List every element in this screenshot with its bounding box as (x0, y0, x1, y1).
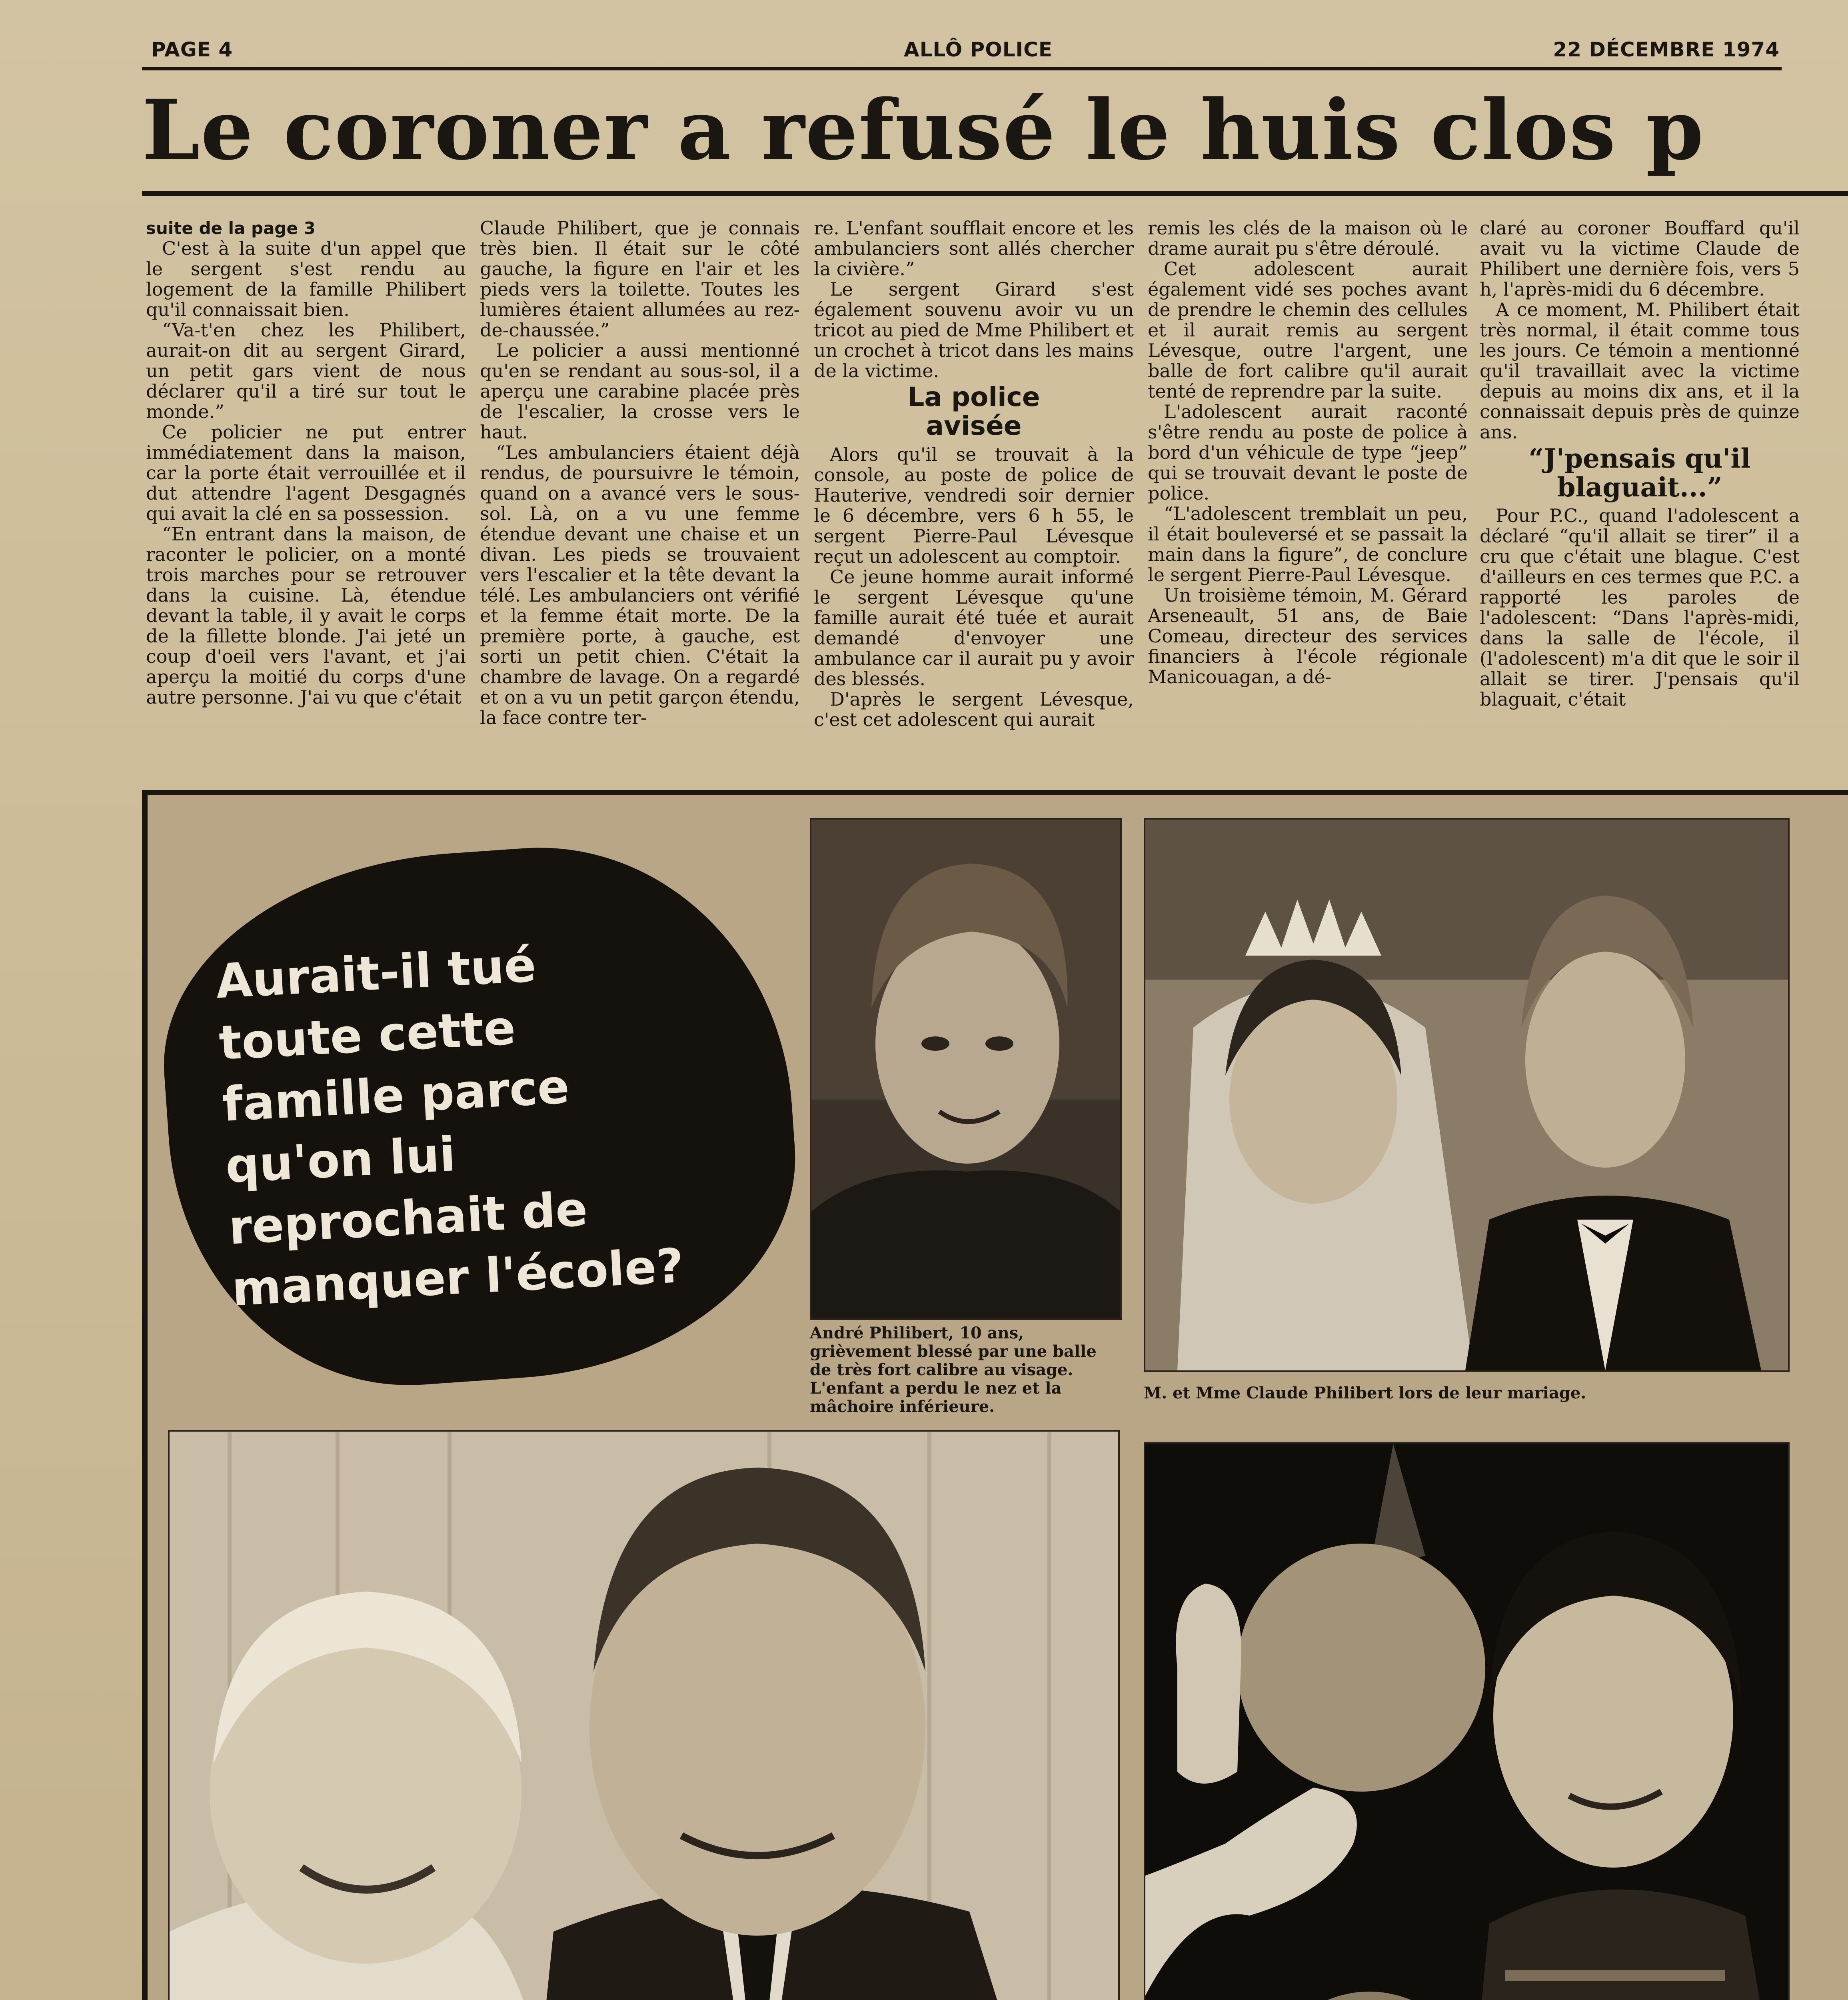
caption-wedding: M. et Mme Claude Philibert lors de leur mariage. (1144, 1384, 1586, 1402)
caption-andre: André Philibert, 10 ans, grièvement blessé par une balle de très fort calibre au visage. L'enfant a perdu le nez et la mâchoire inférieure. (810, 1324, 1097, 1416)
paragraph: Le policier a aussi mentionné qu'en se rendant au sous-sol, il a aperçu une carabine placée près de l'escalier, la crosse vers le haut. (480, 340, 800, 443)
article-column-1 (146, 218, 466, 770)
mother-image (1145, 1444, 1788, 2000)
callout-line: reprochait de (227, 1181, 589, 1255)
page-number: PAGE 4 (151, 38, 233, 61)
wedding-image (1145, 820, 1788, 1370)
publication-name: ALLÔ POLICE (904, 38, 1053, 61)
paragraph: claré au coroner Bouffard qu'il avait vu la victime Claude de Philibert une dernière fois, vers 5 h, l'après-midi du 6 décembre. (1480, 218, 1800, 300)
paragraph: A ce moment, M. Philibert était très normal, il était comme tous les jours. Ce témoin a mentionné qu'il travaillait avec la victime depuis au moins dix ans, et il la connaissait depuis près de quinze ans. (1480, 299, 1800, 443)
paragraph: “Les ambulanciers étaient déjà rendus, de poursuivre le témoin, quand on a avancé vers le sous-sol. Là, on a vu une femme étendue devant une chaise et un divan. Les pieds se trouvaient vers l'escalier et la tête devant la télé. Les ambulanciers ont vérifié et la femme était morte. De la première porte, à gauche, est sorti un petit chien. C'était la chambre de lavage. On a regardé et on a vu un petit garçon étendu, la face contre ter- (480, 442, 800, 728)
paragraph: C'est à la suite d'un appel que le sergent s'est rendu au logement de la famille Philibert qu'il connaissait bien. (146, 238, 466, 320)
photo-mother (1144, 1442, 1790, 2000)
paragraph: Cet adolescent aurait également vidé ses poches avant de prendre le chemin des cellules et il aurait remis au sergent Lévesque, outre l'argent, une balle de fort calibre qu'il aurait tenté de reprendre par la suite. (1148, 258, 1468, 402)
paragraph: D'après le sergent Lévesque, c'est cet adolescent qui aurait (814, 688, 1134, 730)
article-column-2 (480, 218, 800, 770)
boy-portrait-image (811, 820, 1120, 1318)
callout-line: famille parce (221, 1058, 571, 1132)
paragraph: Le sergent Girard s'est également souvenu avoir vu un tricot au pied de Mme Philibert et un crochet à tricot dans les mains de la victime. (814, 278, 1134, 382)
article-column-3 (814, 218, 1134, 770)
headline: Le coroner a refusé le huis clos p (142, 82, 1704, 178)
subhead-jpensais (1480, 444, 1800, 502)
subhead-line: avisée (926, 410, 1022, 441)
subhead-line: “J'pensais qu'il (1528, 443, 1751, 474)
children-image (170, 1432, 1118, 2000)
paragraph: Un troisième témoin, M. Gérard Arseneault, 51 ans, de Baie Comeau, directeur des services financiers à l'école régionale Manicouagan, a dé- (1148, 584, 1468, 688)
callout-question (214, 922, 785, 1334)
paragraph: Ce jeune homme aurait informé le sergent Lévesque qu'une famille aurait été tuée et aurait demandé d'envoyer une ambulance car il aurait pu y avoir des blessés. (814, 566, 1134, 690)
photo-children (168, 1430, 1120, 2000)
paragraph: “Va-t'en chez les Philibert, aurait-on dit au sergent Girard, un petit gars vient de nous déclarer qu'il a tiré sur tout le monde.” (146, 319, 466, 422)
paragraph: Pour P.C., quand l'adolescent a déclaré “qu'il allait se tirer” il a cru que c'était une blague. C'est d'ailleurs en ces termes que P.C. a rapporté les paroles de l'adolescent: “Dans l'après-midi, dans la salle de l'école, il (l'adolescent) m'a dit que le soir il allait se tirer. J'pensais qu'il blaguait, c'était (1480, 505, 1800, 710)
paragraph: Ce policier ne put entrer immédiatement dans la maison, car la porte était verrouillée et il dut attendre l'agent Desgagnés qui avait la clé en sa possession. (146, 421, 466, 524)
masthead-rule (142, 67, 1782, 70)
headline-rule (142, 191, 1848, 196)
paragraph: re. L'enfant soufflait encore et les ambulanciers sont allés chercher la civière.” (814, 218, 1134, 280)
callout-line: toute cette (218, 1000, 517, 1071)
article-column-5 (1480, 218, 1800, 770)
subhead-line: blaguait...” (1557, 472, 1722, 503)
paragraph: “L'adolescent tremblait un peu, il était bouleversé et se passait la main dans la figure”, de conclure le sergent Pierre-Paul Lévesque. (1148, 503, 1468, 586)
article-column-4 (1148, 218, 1468, 770)
continued-from: suite de la page 3 (146, 218, 316, 238)
paragraph: L'adolescent aurait raconté s'être rendu au poste de police à bord d'un véhicule de type “jeep” qui se trouvait devant le poste de police. (1148, 401, 1468, 504)
callout-line: Aurait-il tué (214, 937, 537, 1009)
callout-line: qu'on lui (224, 1126, 457, 1194)
subhead-line: La police (907, 382, 1040, 412)
paragraph: remis les clés de la maison où le drame aurait pu s'être déroulé. (1148, 218, 1468, 259)
paragraph: Claude Philibert, que je connais très bien. Il était sur le côté gauche, la figure en l'air et les pieds vers la toilette. Toutes les lumières étaient allumées au rez-de-chaussée.” (480, 218, 800, 341)
issue-date: 22 DÉCEMBRE 1974 (1553, 38, 1780, 61)
callout-line: manquer l'école? (230, 1238, 685, 1317)
photo-andre-portrait (810, 818, 1122, 1320)
paragraph: Alors qu'il se trouvait à la console, au poste de police de Hauterive, vendredi soir dernier le 6 décembre, vers 6 h 55, le sergent Pierre-Paul Lévesque reçut un adolescent au comptoir. (814, 444, 1134, 567)
paragraph: “En entrant dans la maison, de raconter le policier, on a monté trois marches pour se retrouver dans la cuisine. Là, étendue devant la table, il y avait le corps de la fillette blonde. J'ai jeté un coup d'oeil vers l'avant, et j'ai aperçu la moitié du corps d'une autre personne. J'ai vu que c'était (146, 523, 466, 708)
photo-wedding (1144, 818, 1790, 1372)
subhead-police-avisee (814, 383, 1134, 440)
